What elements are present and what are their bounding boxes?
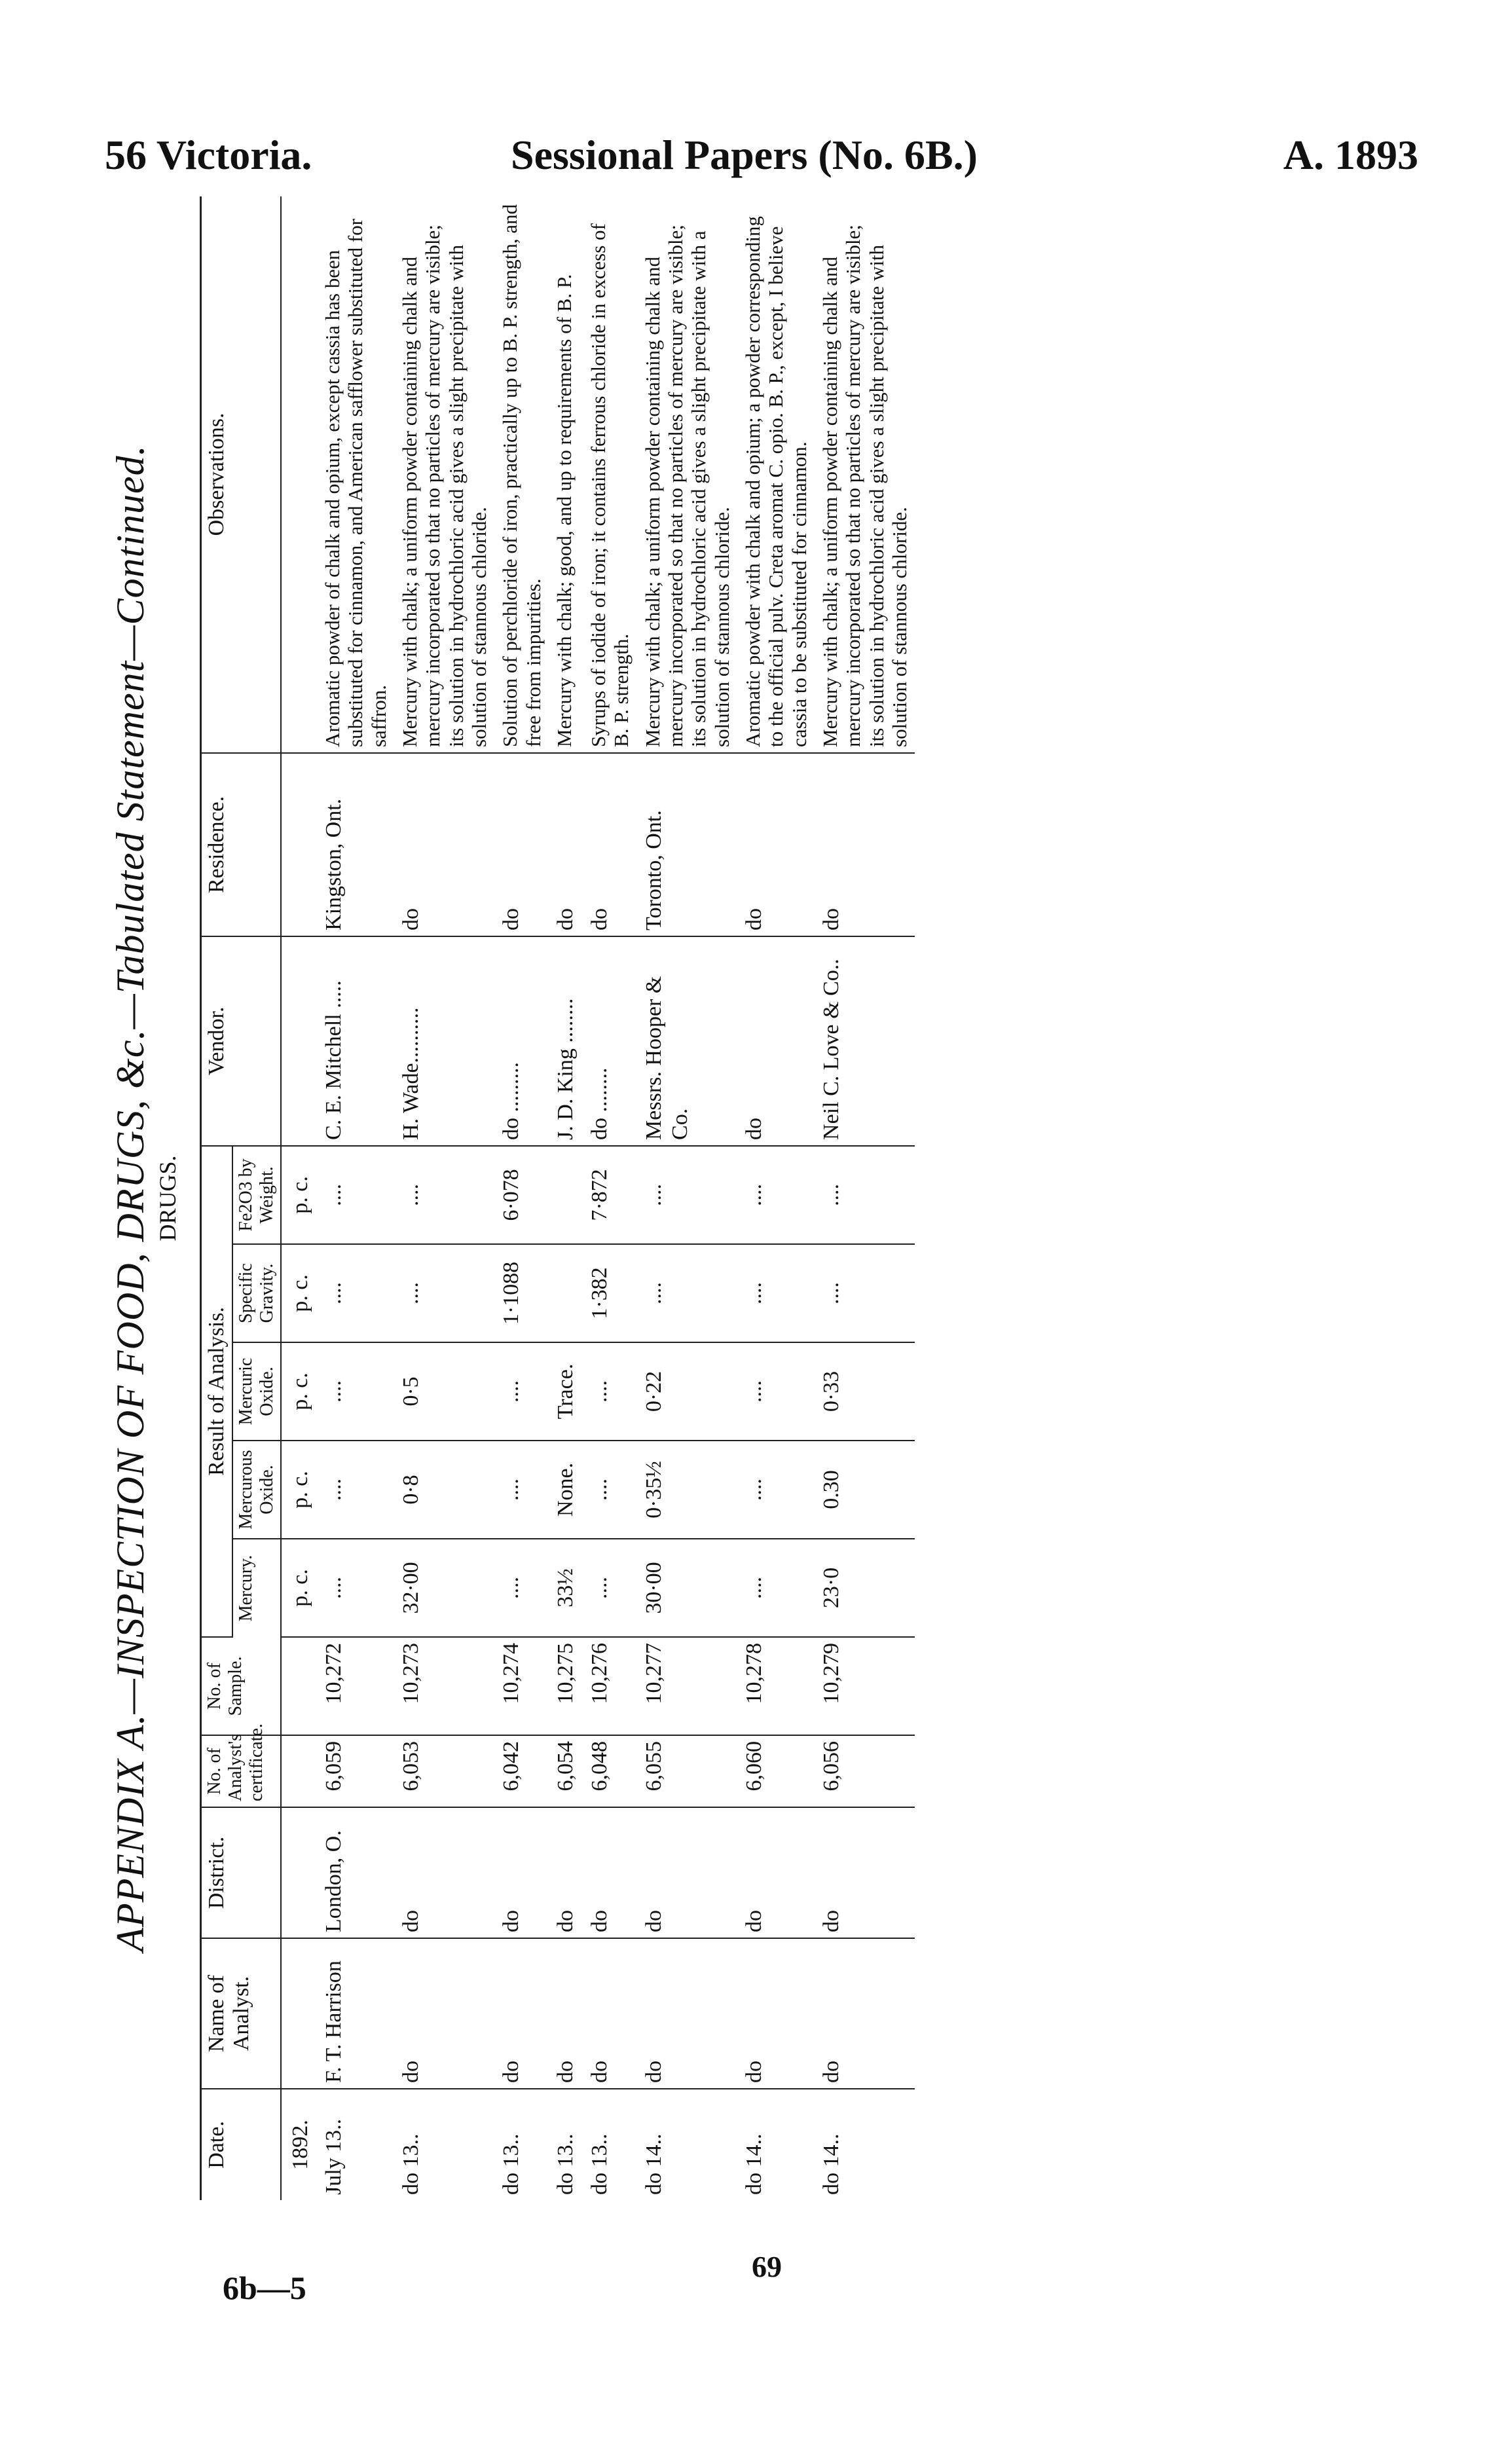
col-mercurous: Mercurous Oxide. [232, 1441, 281, 1539]
cell-gravity [549, 1244, 583, 1342]
table-row [394, 196, 494, 2200]
cell-date: do 13.. [553, 2133, 578, 2195]
unit-mercury: p. c. [281, 1539, 317, 1637]
cell-gravity: .... [637, 1244, 737, 1342]
table-row [317, 196, 394, 2200]
cell-observations: Solution of perchloride of iron, practically up to B. P. strength, and free from impurities. [494, 196, 549, 753]
cell-vendor: J. D. King ........ [549, 936, 583, 1146]
cell-sample: 10,278 [737, 1637, 815, 1735]
cell-analyst: do [815, 1938, 915, 2089]
table-row [549, 196, 583, 2200]
cell-sample: 10,272 [317, 1637, 394, 1735]
cell-mercuric: .... [737, 1342, 815, 1441]
cell-fe: .... [815, 1146, 915, 1244]
cell-fe: .... [317, 1146, 394, 1244]
cell-mercury: 23·0 [815, 1539, 915, 1637]
cell-gravity: .... [737, 1244, 815, 1342]
table-row [815, 196, 915, 2200]
cell-mercurous: 0.30 [815, 1441, 915, 1539]
cell-gravity: .... [317, 1244, 394, 1342]
cell-observations: Mercury with chalk; a uniform powder containing chalk and mercury incorporated so that no particles of mercury are visible; its solution in hydrochloric acid gives a slight precipitate with a solution of stannous chloride. [637, 196, 737, 753]
unit-mercuric: p. c. [281, 1342, 317, 1441]
cell-mercury: 32·00 [394, 1539, 494, 1637]
cell-certificate: 6,054 [549, 1735, 583, 1807]
cell-observations: Aromatic powder with chalk and opium; a powder corresponding to the official pulv. Creta aromat C. opio. B. P., except, I believe cassia to be substituted for cinnamon. [737, 196, 815, 753]
cell-residence: do [549, 753, 583, 936]
cell-mercuric: .... [494, 1342, 549, 1441]
cell-fe: .... [737, 1146, 815, 1244]
cell-gravity: .... [815, 1244, 915, 1342]
col-mercuric: Mercuric Oxide. [232, 1342, 281, 1441]
cell-analyst: do [494, 1938, 549, 2089]
cell-date: do 14.. [819, 2133, 844, 2195]
cell-residence: Kingston, Ont. [317, 753, 394, 936]
col-certificate: No. of Analyst's certificate. [201, 1735, 282, 1807]
cell-mercurous: .... [494, 1441, 549, 1539]
cell-mercuric: .... [583, 1342, 637, 1441]
cell-mercurous: 0·35½ [637, 1441, 737, 1539]
cell-observations: Aromatic powder of chalk and opium, except cassia has been substituted for cinnamon, and American safflower substituted for saffron. [317, 196, 394, 753]
cell-mercury: .... [317, 1539, 394, 1637]
cell-date: do 14.. [742, 2133, 767, 2195]
cell-mercuric: 0·22 [637, 1342, 737, 1441]
cell-observations: Mercury with chalk; a uniform powder containing chalk and mercury incorporated so that no particles of mercury are visible; its solution in hydrochloric acid gives a slight precipitate with solution of stannous chloride. [815, 196, 915, 753]
cell-district: do [583, 1807, 637, 1938]
cell-observations: Syrups of iodide of iron; it contains ferrous chloride in excess of B. P. strength. [583, 196, 637, 753]
cell-residence: do [737, 753, 815, 936]
header-title: Sessional Papers (No. 6B.) [511, 132, 978, 178]
unit-mercurous: p. c. [281, 1441, 317, 1539]
cell-vendor: do [737, 936, 815, 1146]
header-session: 56 Victoria. [105, 132, 312, 178]
cell-date: do 13.. [398, 2133, 423, 2195]
col-sample: No. of Sample. [201, 1637, 282, 1735]
cell-certificate: 6,048 [583, 1735, 637, 1807]
cell-district: London, O. [317, 1807, 394, 1938]
cell-vendor: do ........ [583, 936, 637, 1146]
col-fe: Fe2O3 by Weight. [232, 1146, 281, 1244]
cell-vendor: Messrs. Hooper & Co. [637, 936, 737, 1146]
cell-certificate: 6,056 [815, 1735, 915, 1807]
appendix-title: APPENDIX A.—INSPECTION OF FOOD, DRUGS, &c.—Tabulated Statement—Continued. [109, 445, 152, 1952]
cell-sample: 10,275 [549, 1637, 583, 1735]
table-row [494, 196, 549, 2200]
cell-sample: 10,273 [394, 1637, 494, 1735]
page-number: 69 [752, 2250, 782, 2283]
col-date: Date. [201, 2089, 282, 2200]
cell-observations: Mercury with chalk; good, and up to requirements of B. P. [549, 196, 583, 753]
cell-analyst: F. T. Harrison [317, 1938, 394, 2089]
cell-vendor: C. E. Mitchell ..... [317, 936, 394, 1146]
cell-residence: do [494, 753, 549, 936]
col-vendor: Vendor. [201, 936, 282, 1146]
table-row [583, 196, 637, 2200]
cell-mercury: .... [583, 1539, 637, 1637]
cell-analyst: do [737, 1938, 815, 2089]
cell-district: do [549, 1807, 583, 1938]
col-gravity: Specific Gravity. [232, 1244, 281, 1342]
cell-date: do 13.. [499, 2133, 524, 2195]
cell-district: do [737, 1807, 815, 1938]
cell-sample: 10,276 [583, 1637, 637, 1735]
cell-district: do [394, 1807, 494, 1938]
cell-date: July 13.. [322, 2118, 346, 2195]
unit-fe: p. c. [281, 1146, 317, 1244]
cell-certificate: 6,042 [494, 1735, 549, 1807]
table-body [317, 196, 915, 2200]
cell-mercurous: 0·8 [394, 1441, 494, 1539]
cell-gravity: 1·1088 [494, 1244, 549, 1342]
cell-sample: 10,274 [494, 1637, 549, 1735]
cell-sample: 10,277 [637, 1637, 737, 1735]
cell-vendor: H. Wade.......... [394, 936, 494, 1146]
cell-district: do [637, 1807, 737, 1938]
cell-certificate: 6,060 [737, 1735, 815, 1807]
section-subtitle: DRUGS. [155, 1155, 181, 1241]
cell-vendor: Neil C. Love & Co.. [815, 936, 915, 1146]
col-result-group: Result of Analysis. [201, 1146, 233, 1637]
cell-fe: .... [394, 1146, 494, 1244]
cell-mercurous: None. [549, 1441, 583, 1539]
cell-district: do [494, 1807, 549, 1938]
cell-mercuric: Trace. [549, 1342, 583, 1441]
cell-mercuric: .... [317, 1342, 394, 1441]
cell-fe: 7·872 [583, 1146, 637, 1244]
cell-mercury: 30·00 [637, 1539, 737, 1637]
cell-vendor: do ......... [494, 936, 549, 1146]
col-analyst: Name of Analyst. [201, 1938, 282, 2089]
cell-certificate: 6,053 [394, 1735, 494, 1807]
rotated-table-block [109, 196, 1457, 2200]
cell-certificate: 6,059 [317, 1735, 394, 1807]
cell-gravity: .... [394, 1244, 494, 1342]
cell-mercury: 33½ [549, 1539, 583, 1637]
year-label: 1892. [288, 2120, 312, 2170]
cell-residence: do [583, 753, 637, 936]
col-district: District. [201, 1807, 282, 1938]
table-row [637, 196, 737, 2200]
cell-analyst: do [583, 1938, 637, 2089]
unit-gravity: p. c. [281, 1244, 317, 1342]
col-mercury: Mercury. [232, 1539, 281, 1637]
cell-observations: Mercury with chalk; a uniform powder containing chalk and mercury incorporated so that no particles of mercury are visible; its solution in hydrochloric acid gives a slight precipitate with solution of stannous chloride. [394, 196, 494, 753]
cell-mercurous: .... [737, 1441, 815, 1539]
table-row [737, 196, 815, 2200]
cell-fe: 6·078 [494, 1146, 549, 1244]
cell-sample: 10,279 [815, 1637, 915, 1735]
cell-analyst: do [394, 1938, 494, 2089]
cell-date: do 14.. [641, 2133, 666, 2195]
cell-residence: do [394, 753, 494, 936]
cell-mercury: .... [737, 1539, 815, 1637]
cell-mercurous: .... [317, 1441, 394, 1539]
cell-residence: do [815, 753, 915, 936]
signature-mark: 6b—5 [223, 2270, 306, 2306]
cell-mercuric: 0·5 [394, 1342, 494, 1441]
cell-gravity: 1·382 [583, 1244, 637, 1342]
cell-certificate: 6,055 [637, 1735, 737, 1807]
header-year: A. 1893 [1283, 132, 1418, 178]
cell-mercury: .... [494, 1539, 549, 1637]
cell-fe [549, 1146, 583, 1244]
cell-residence: Toronto, Ont. [637, 753, 737, 936]
cell-fe: .... [637, 1146, 737, 1244]
cell-district: do [815, 1807, 915, 1938]
cell-analyst: do [637, 1938, 737, 2089]
cell-analyst: do [549, 1938, 583, 2089]
drugs-table [200, 196, 915, 2200]
col-residence: Residence. [201, 753, 282, 936]
cell-date: do 13.. [587, 2133, 612, 2195]
cell-mercuric: 0·33 [815, 1342, 915, 1441]
cell-mercurous: .... [583, 1441, 637, 1539]
col-observations: Observations. [201, 196, 282, 753]
